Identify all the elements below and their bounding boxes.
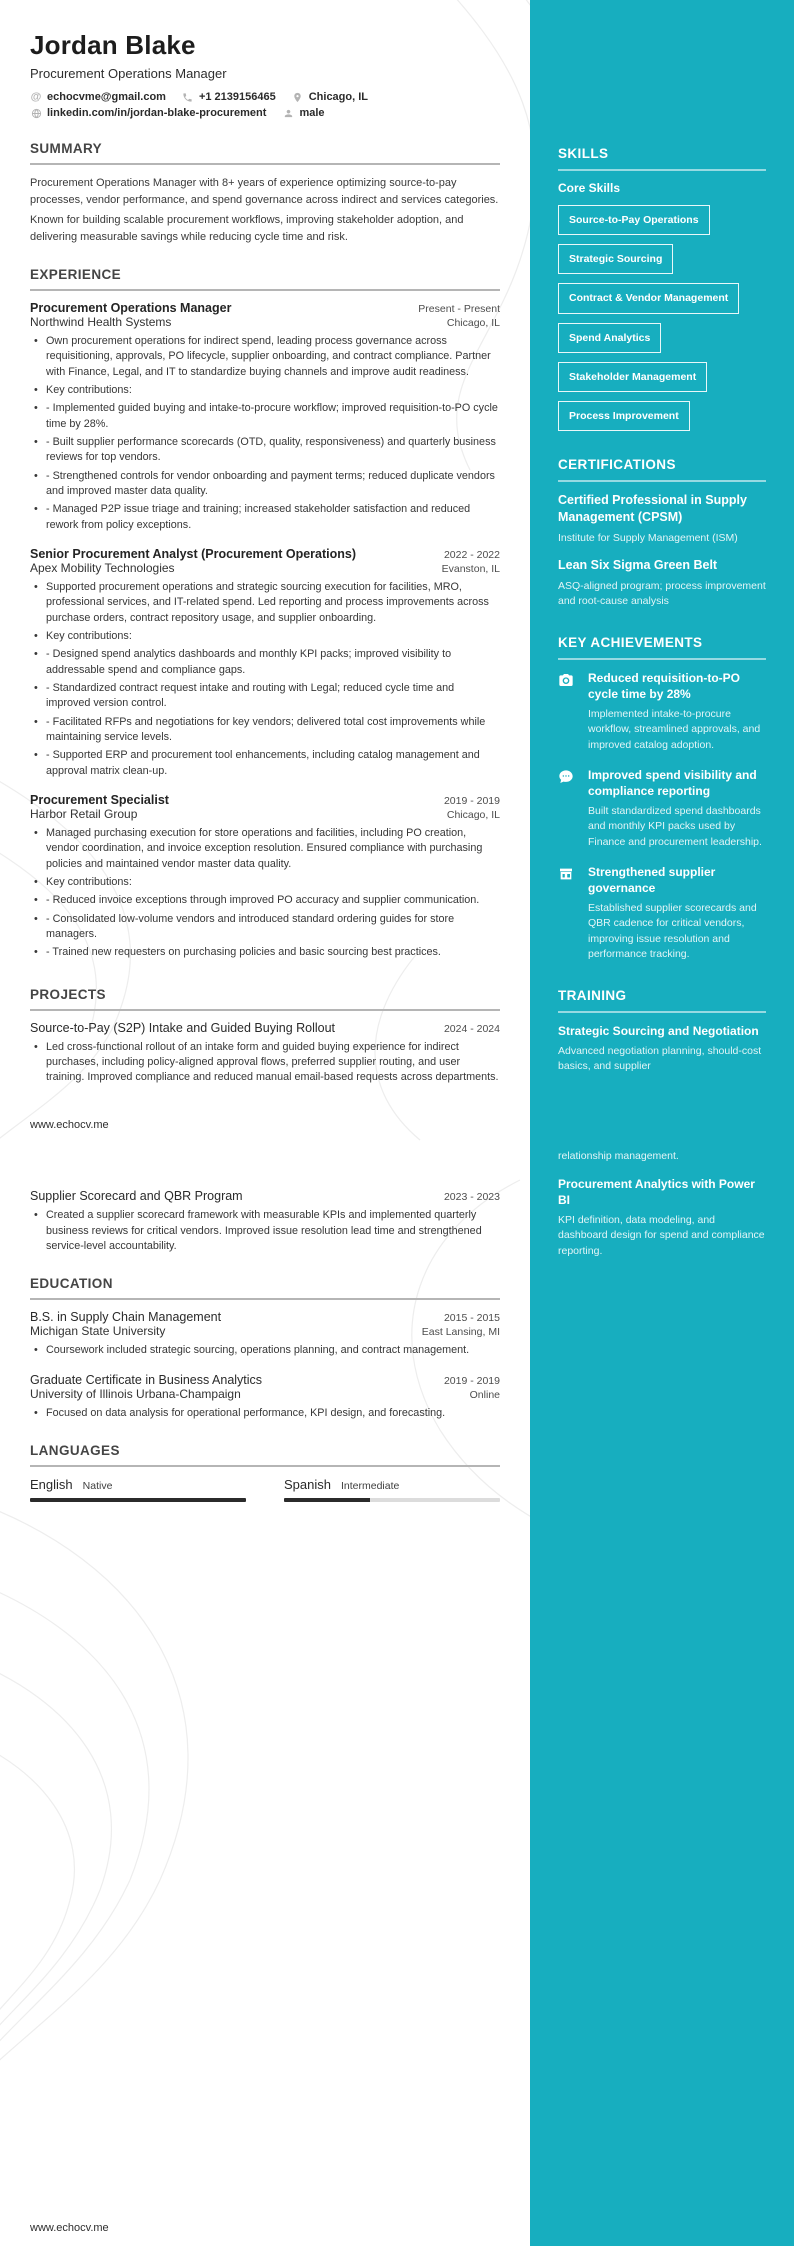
experience-heading: EXPERIENCE: [30, 267, 122, 282]
language-level: Intermediate: [340, 1480, 400, 1493]
projects-heading: PROJECTS: [30, 986, 106, 1002]
summary-section: [30, 141, 500, 245]
job-bullet: • - Facilitated RFPs and negotiations for key vendors; delivered total cost improvements while maintaining service levels.: [34, 715, 500, 746]
gender-text: male: [299, 107, 325, 119]
project-bullet: • Led cross-functional rollout of an intake form and guided buying experience for indirect purchases, including policy-aligned approval flows, preferred supplier routing, and user training. Improved compliance and reduced manual email-based requests across departments.: [34, 1040, 500, 1086]
language-bar-fill: [284, 1498, 370, 1502]
job-bullet-list: [30, 334, 500, 533]
experience-entry: [30, 547, 500, 779]
job-bullet: • - Reduced invoice exceptions through improved PO accuracy and supplier communication.: [34, 893, 500, 908]
section-divider: [30, 163, 500, 165]
comment-icon: [558, 767, 576, 850]
school-location: East Lansing, MI: [421, 1326, 500, 1339]
language-bar: [284, 1498, 500, 1502]
job-bullet: • - Trained new requesters on purchasing policies and basic sourcing best practices.: [34, 945, 500, 960]
resume-header: [30, 30, 500, 119]
language-bar-fill: [30, 1498, 246, 1502]
email-link[interactable]: [30, 91, 166, 103]
job-title: Procurement Operations Manager: [30, 301, 232, 315]
website-link[interactable]: [30, 107, 266, 119]
project-bullet-list: [30, 1208, 500, 1254]
education-entry: [30, 1310, 500, 1358]
certification-item: [558, 492, 766, 545]
job-bullet: • - Built supplier performance scorecards (OTD, quality, responsiveness) and quarterly business reviews for top vendors.: [34, 435, 500, 466]
job-bullet: • - Consolidated low-volume vendors and introduced standard ordering guides for store managers.: [34, 912, 500, 943]
certification-title: Certified Professional in Supply Management (CPSM): [558, 493, 747, 524]
job-bullet: • Supported procurement operations and strategic sourcing execution for facilities, MRO, professional services, and IT-related spend. Led reporting and process improvements across purchase orders, contract repository usage, and supplier onboarding.: [34, 580, 500, 626]
skills-section: [558, 146, 766, 431]
project-bullet-list: [30, 1040, 500, 1086]
person-icon: [282, 108, 294, 119]
certification-subtitle: ASQ-aligned program; process improvement and root-cause analysis: [558, 580, 766, 608]
bank-icon: [558, 864, 576, 962]
job-dates: Present - Present: [418, 303, 500, 315]
job-bullet-list: [30, 826, 500, 961]
achievement-title: Improved spend visibility and compliance reporting: [588, 767, 757, 798]
certifications-heading: CERTIFICATIONS: [558, 457, 676, 473]
summary-heading: SUMMARY: [30, 141, 103, 156]
training-desc: Advanced negotiation planning, should-cost basics, and supplier: [558, 1045, 762, 1073]
phone-link[interactable]: [182, 91, 276, 103]
project-bullet: • Created a supplier scorecard framework with measurable KPIs and implemented quarterly business reviews for critical vendors. Improved issue resolution lead time and strengthened service-level accountability.: [34, 1208, 500, 1254]
phone-text: +1 2139156465: [198, 91, 276, 103]
skill-chip: Source-to-Pay Operations: [558, 205, 710, 235]
achievement-desc: Implemented intake-to-procure workflow, streamlined approvals, and improved catalog adoption.: [588, 708, 761, 751]
language-item: [284, 1477, 500, 1502]
sidebar-divider: [558, 480, 766, 482]
experience-entry: [30, 301, 500, 533]
achievement-desc: Established supplier scorecards and QBR cadence for critical vendors, improving issue resolution and performance tracking.: [588, 902, 757, 960]
achievement-title: Strengthened supplier governance: [588, 864, 716, 895]
education-bullet: • Coursework included strategic sourcing, operations planning, and contract management.: [34, 1343, 500, 1358]
project-dates: 2023 - 2023: [443, 1191, 500, 1204]
achievement-item: [558, 670, 766, 753]
degree-title: B.S. in Supply Chain Management: [30, 1310, 222, 1325]
certifications-section: [558, 457, 766, 609]
education-bullet: • Focused on data analysis for operational performance, KPI design, and forecasting.: [34, 1406, 500, 1421]
skill-chip: Stakeholder Management: [558, 362, 707, 392]
languages-section: [30, 1443, 500, 1502]
languages-heading: LANGUAGES: [30, 1443, 120, 1459]
main-column: [0, 0, 530, 1502]
education-bullet-list: [30, 1406, 500, 1421]
page2-footer-url[interactable]: www.echocv.me: [30, 2222, 109, 2234]
job-bullet: • Own procurement operations for indirect spend, leading process governance across requisitioning, approvals, PO lifecycle, supplier onboarding, and contract compliance. Partner with Finance, Legal, and IT to standardize buying channels and improve audit readiness.: [34, 334, 500, 380]
job-bullet: • - Strengthened controls for vendor onboarding and payment terms; reduced duplicate vendors and improved master data quality.: [34, 469, 500, 500]
gender-item: [282, 107, 324, 119]
job-bullet: • - Supported ERP and procurement tool enhancements, including catalog management and approval matrix clean-up.: [34, 748, 500, 779]
language-item: [30, 1477, 246, 1502]
project-title: Supplier Scorecard and QBR Program: [30, 1189, 243, 1204]
summary-paragraph: Known for building scalable procurement workflows, improving stakeholder adoption, and delivering measurable savings while reducing cycle time and risk.: [30, 214, 464, 243]
candidate-name: Jordan Blake: [30, 30, 196, 60]
certification-subtitle: Institute for Supply Management (ISM): [558, 531, 738, 544]
section-divider: [30, 289, 500, 291]
training-title: Strategic Sourcing and Negotiation: [558, 1024, 759, 1039]
contact-row-2: [30, 107, 500, 119]
training-section: [558, 988, 766, 1259]
skills-heading: SKILLS: [558, 146, 609, 161]
website-text: linkedin.com/in/jordan-blake-procurement: [47, 107, 267, 119]
training-desc-continued: relationship management.: [558, 1149, 679, 1162]
contact-row-1: [30, 91, 500, 103]
job-location: Evanston, IL: [441, 562, 500, 575]
globe-icon: [30, 108, 42, 119]
training-heading: TRAINING: [558, 988, 627, 1004]
project-entry: [30, 1189, 500, 1254]
job-bullet: • - Designed spend analytics dashboards and monthly KPI packs; improved visibility to addressable spend and compliance gaps.: [34, 647, 500, 678]
project-entry: [30, 1021, 500, 1086]
achievements-heading: KEY ACHIEVEMENTS: [558, 634, 703, 650]
skills-chip-list: [558, 205, 766, 431]
training-item: [558, 1023, 766, 1075]
job-bullet-list: [30, 580, 500, 779]
section-divider: [30, 1009, 500, 1011]
certification-item: [558, 557, 766, 608]
education-heading: EDUCATION: [30, 1276, 113, 1292]
school-location: Online: [469, 1388, 500, 1401]
training-title: Procurement Analytics with Power BI: [558, 1176, 755, 1208]
sidebar-page-break-gap: [558, 1087, 766, 1149]
section-divider: [30, 1298, 500, 1300]
languages-grid: [30, 1477, 500, 1502]
achievements-section: [558, 635, 766, 962]
sidebar-divider: [558, 658, 766, 660]
job-bullet: • - Managed P2P issue triage and training; increased stakeholder satisfaction and reduced rework from policy exceptions.: [34, 502, 500, 533]
job-title: Senior Procurement Analyst (Procurement Operations): [30, 546, 357, 561]
job-location: Chicago, IL: [446, 317, 500, 329]
school-name: Michigan State University: [30, 1324, 166, 1339]
achievement-item: [558, 864, 766, 962]
skill-chip: Spend Analytics: [558, 323, 661, 353]
language-name: Spanish: [284, 1477, 331, 1493]
section-divider: [30, 1465, 500, 1467]
candidate-role: Procurement Operations Manager: [30, 66, 227, 81]
job-company: Harbor Retail Group: [30, 806, 138, 821]
achievement-title: Reduced requisition-to-PO cycle time by 28%: [588, 670, 741, 701]
job-dates: 2022 - 2022: [443, 548, 500, 561]
language-name: English: [30, 1477, 73, 1493]
training-item: [558, 1176, 766, 1259]
project-dates: 2024 - 2024: [443, 1022, 500, 1035]
school-name: University of Illinois Urbana-Champaign: [30, 1386, 241, 1401]
training-item-continued: [558, 1149, 766, 1164]
email-at-icon: @: [30, 90, 42, 103]
skill-chip: Contract & Vendor Management: [558, 283, 739, 313]
language-level: Native: [82, 1480, 113, 1493]
degree-dates: 2019 - 2019: [443, 1374, 500, 1387]
job-bullet: • Key contributions:: [34, 629, 500, 644]
sidebar-divider: [558, 169, 766, 171]
experience-section: [30, 267, 500, 961]
education-bullet-list: [30, 1343, 500, 1358]
page-break-gap: [30, 1131, 500, 1189]
skill-chip: Process Improvement: [558, 401, 690, 431]
email-text: echocvme@gmail.com: [47, 91, 166, 103]
summary-paragraph: Procurement Operations Manager with 8+ years of experience optimizing source-to-pay processes, vendor performance, and spend governance across indirect and services categories.: [30, 177, 499, 206]
degree-title: Graduate Certificate in Business Analytics: [30, 1372, 263, 1387]
training-desc: KPI definition, data modeling, and dashboard design for spend and compliance reporting.: [558, 1214, 765, 1257]
job-bullet: • - Standardized contract request intake and routing with Legal; reduced cycle time and improved version control.: [34, 681, 500, 712]
job-company: Apex Mobility Technologies: [30, 560, 175, 575]
degree-dates: 2015 - 2015: [443, 1312, 500, 1325]
phone-icon: [182, 92, 194, 103]
skills-group-label: Core Skills: [558, 181, 621, 195]
job-bullet: • - Implemented guided buying and intake-to-procure workflow; improved requisition-to-PO cycle time by 28%.: [34, 401, 500, 432]
sidebar: [530, 0, 794, 2246]
achievement-item: [558, 767, 766, 850]
experience-entry: [30, 793, 500, 961]
job-location: Chicago, IL: [446, 808, 500, 821]
certification-title: Lean Six Sigma Green Belt: [558, 558, 718, 573]
project-title: Source-to-Pay (S2P) Intake and Guided Buying Rollout: [30, 1020, 336, 1035]
achievement-desc: Built standardized spend dashboards and monthly KPI packs used by Finance and procurement leadership.: [588, 805, 762, 848]
sidebar-divider: [558, 1011, 766, 1013]
location-text: Chicago, IL: [308, 91, 368, 103]
job-bullet: • Managed purchasing execution for store operations and facilities, including PO creation, vendor coordination, and invoice exception resolution. Ensured compliance with purchasing policies and maintained vendor master data quality.: [34, 826, 500, 872]
job-company: Northwind Health Systems: [30, 315, 172, 329]
location-item: [292, 91, 368, 103]
job-dates: 2019 - 2019: [443, 794, 500, 807]
skill-chip: Strategic Sourcing: [558, 244, 673, 274]
job-bullet: • Key contributions:: [34, 875, 500, 890]
contact-block: [30, 91, 500, 119]
education-section: [30, 1276, 500, 1421]
education-entry: [30, 1373, 500, 1421]
job-title: Procurement Specialist: [30, 792, 169, 807]
language-bar: [30, 1498, 246, 1502]
camera-icon: [558, 670, 576, 753]
projects-section: [30, 987, 500, 1086]
location-pin-icon: [292, 92, 304, 103]
page1-footer-url[interactable]: www.echocv.me: [30, 1119, 109, 1132]
job-bullet: • Key contributions:: [34, 383, 500, 398]
